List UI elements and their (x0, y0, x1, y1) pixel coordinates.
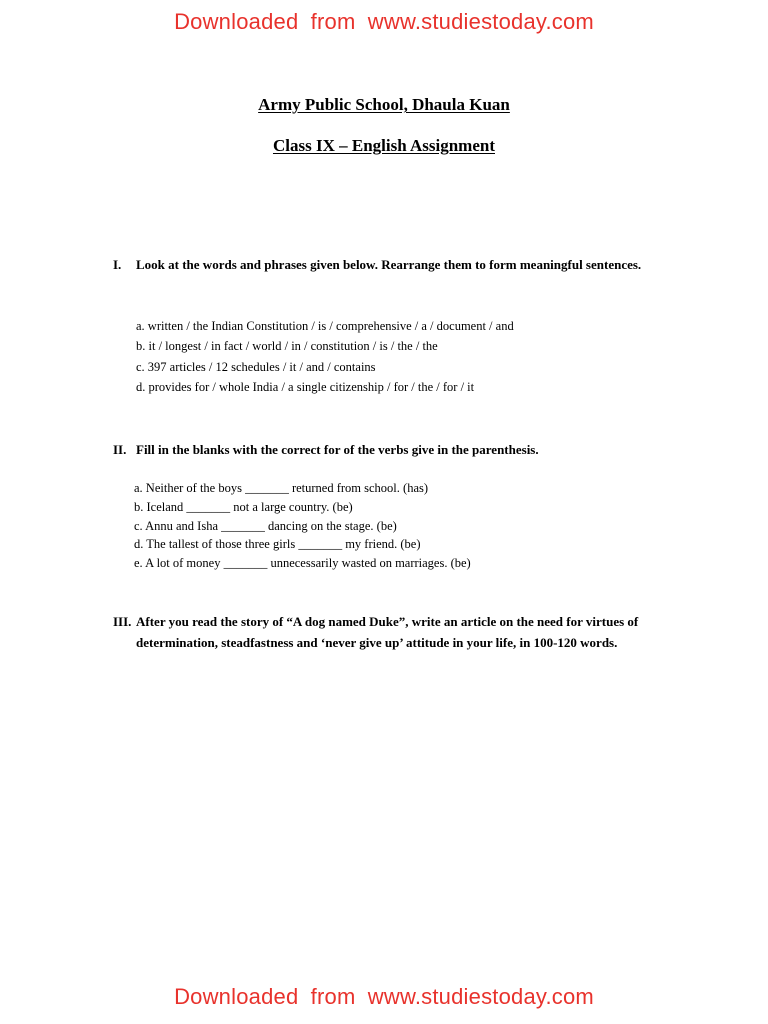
question-1-text: Look at the words and phrases given below. Rearrange them to form meaningful sentences. (136, 257, 642, 272)
list-item: a. Neither of the boys _______ returned from school. (has) (134, 481, 429, 495)
school-name-text: Army Public School, Dhaula Kuan (258, 95, 510, 114)
question-1-items (136, 316, 696, 397)
school-name-heading (0, 95, 768, 115)
question-3-text: After you read the story of “A dog named Duke”, write an article on the need for virtues of determination, steadfastness and ‘never give up’ attitude in your life, in 100-120 words. (136, 614, 639, 650)
question-3 (113, 611, 673, 653)
list-item: c. 397 articles / 12 schedules / it / and / contains (136, 359, 376, 374)
question-3-number: III. (113, 614, 132, 629)
list-item: c. Annu and Isha _______ dancing on the stage. (be) (134, 518, 397, 533)
list-item: d. The tallest of those three girls _______ my friend. (be) (134, 537, 421, 552)
list-item: b. it / longest / in fact / world / in / constitution / is / the / the (136, 339, 438, 354)
question-2-number: II. (113, 442, 127, 457)
download-watermark-bottom: Downloaded from www.studiestoday.com (174, 984, 594, 1009)
download-watermark-top: Downloaded from www.studiestoday.com (174, 9, 594, 34)
list-item: a. written / the Indian Constitution / is / comprehensive / a / document / and (136, 319, 514, 333)
list-item: e. A lot of money _______ unnecessarily wasted on marriages. (be) (134, 556, 471, 571)
assignment-title-heading (0, 136, 768, 156)
assignment-title-text: Class IX – English Assignment (272, 136, 495, 155)
question-1-number: I. (113, 257, 122, 272)
question-2-items (134, 479, 694, 573)
question-2 (113, 439, 673, 460)
list-item: b. Iceland _______ not a large country. (be) (134, 499, 353, 514)
question-2-text: Fill in the blanks with the correct for of the verbs give in the parenthesis. (136, 442, 539, 457)
question-1 (113, 254, 673, 275)
list-item: d. provides for / whole India / a single citizenship / for / the / for / it (136, 379, 475, 394)
